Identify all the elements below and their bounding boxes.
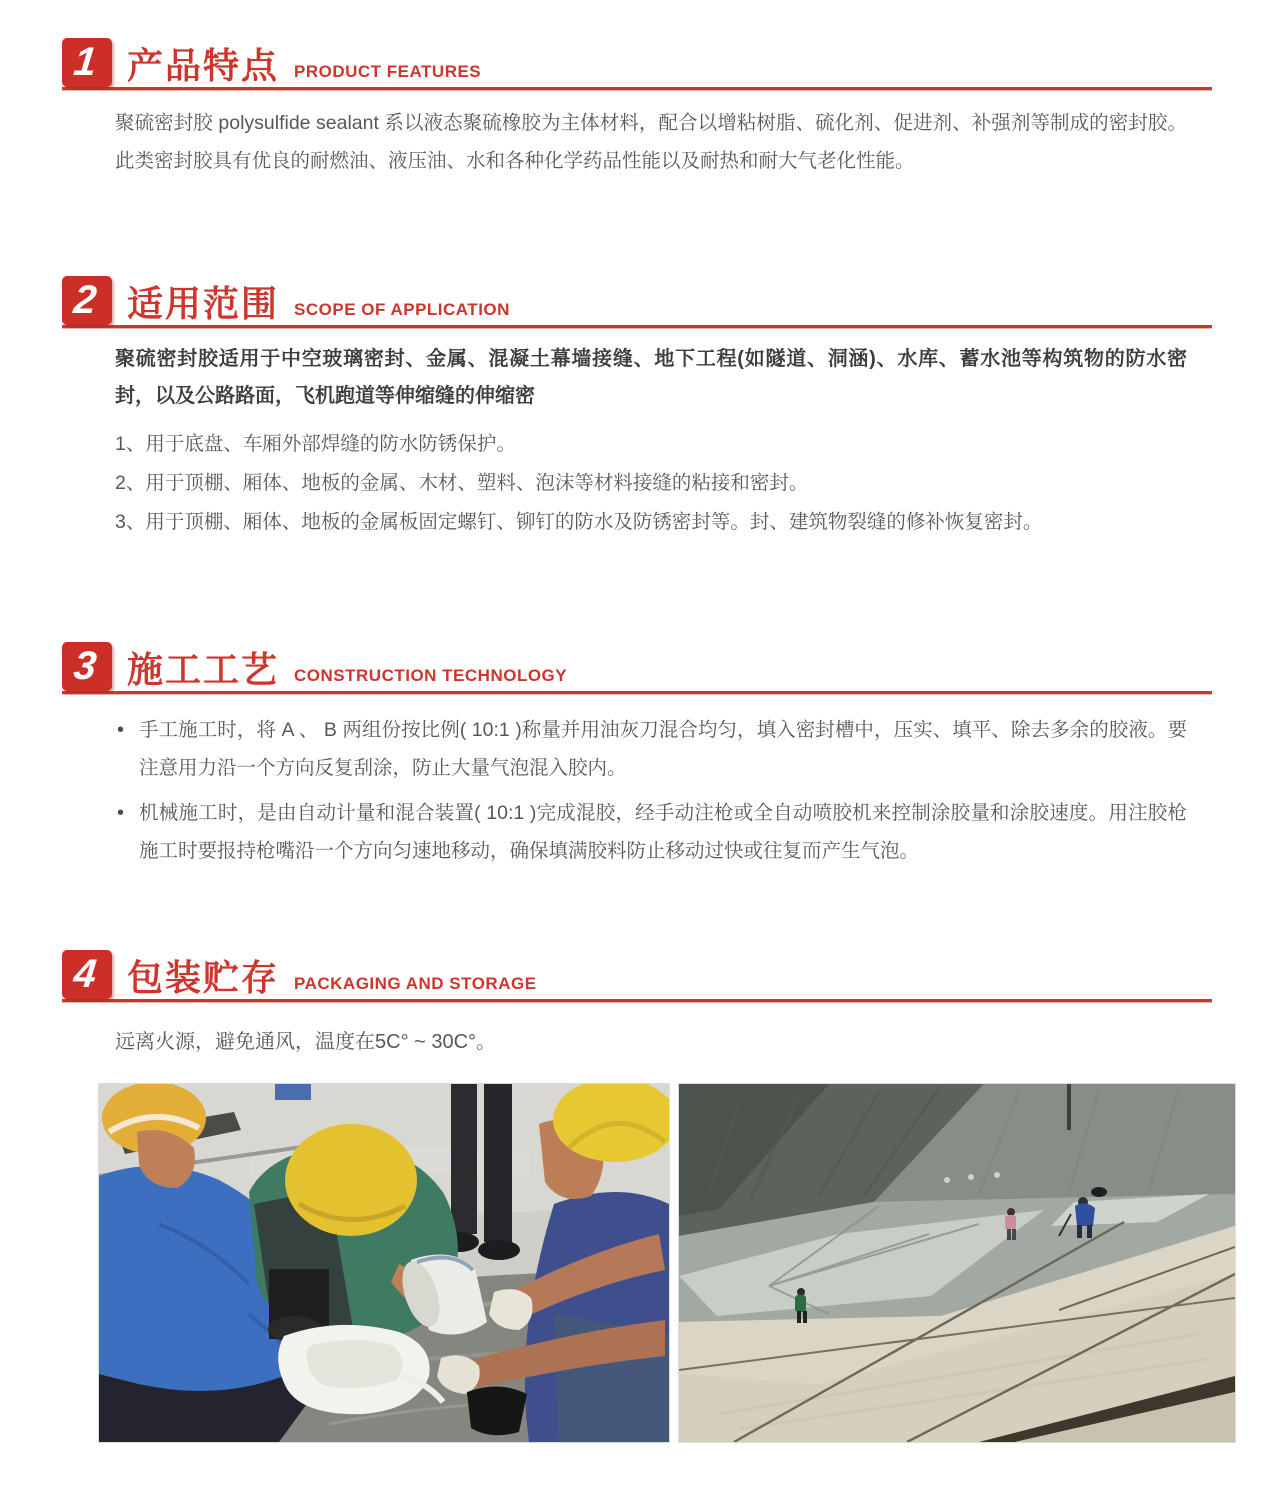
section-2-header <box>62 276 1212 328</box>
section-1-number-badge <box>62 38 112 87</box>
section-3-title-en: CONSTRUCTION TECHNOLOGY <box>294 666 568 685</box>
photo-row <box>98 1083 1236 1443</box>
scope-lead-paragraph: 聚硫密封胶适用于中空玻璃密封、金属、混凝土幕墙接缝、地下工程(如隧道、洞涵)、水库、蓄水池等构筑物的防水密封，以及公路路面，飞机跑道等伸缩缝的伸缩密 <box>115 348 1187 407</box>
section-1-header <box>62 38 1212 90</box>
list-item: 1、用于底盘、车厢外部焊缝的防水防锈保护。 <box>115 433 516 455</box>
construction-bullet-list <box>115 711 1187 870</box>
list-item: 2、用于顶棚、厢体、地板的金属、木材、塑料、泡沫等材料接缝的粘接和密封。 <box>115 472 809 494</box>
section-1-title-en: PRODUCT FEATURES <box>294 62 482 81</box>
product-features-paragraph: 聚硫密封胶 polysulfide sealant 系以液态聚硫橡胶为主体材料，配合以增粘树脂、硫化剂、促进剂、补强剂等制成的密封胶。此类密封胶具有优良的耐燃油、液压油、水和各种化学药品性能以及耐热和耐大气老化性能。 <box>115 112 1187 172</box>
storage-note: 远离火源，避免通风，温度在5C° ~ 30C°。 <box>115 1031 497 1053</box>
scope-numbered-list <box>115 431 1212 536</box>
section-number: 2 <box>72 278 99 322</box>
section-4-title-zh: 包装贮存 <box>127 957 280 998</box>
section-4-header <box>62 950 1212 1002</box>
section-construction-technology <box>62 642 1212 877</box>
list-item: 3、用于顶棚、厢体、地板的金属板固定螺钉、铆钉的防水及防锈密封等。封、建筑物裂缝的修补恢复密封。 <box>115 511 1043 533</box>
sealant-workers-illustration <box>99 1084 669 1442</box>
section-product-features <box>62 38 1212 180</box>
bullet-item: • 机械施工时，是由自动计量和混合装置( 10:1 )完成混胶，经手动注枪或全自动喷胶机来控制涂胶量和涂胶速度。用注胶枪施工时要报持枪嘴沿一个方向匀速地移动，确保填满胶料防止移动过快或往复而产生气泡。 <box>115 794 1187 870</box>
section-number: 3 <box>72 644 99 688</box>
section-2-number-badge <box>62 276 112 325</box>
section-4-title-en: PACKAGING AND STORAGE <box>294 974 537 993</box>
section-3-title-zh: 施工工艺 <box>127 649 280 690</box>
embankment-slope-illustration <box>679 1084 1235 1442</box>
section-2-title-en: SCOPE OF APPLICATION <box>294 300 510 319</box>
section-number: 4 <box>72 952 99 996</box>
section-number: 1 <box>72 40 99 84</box>
section-packaging-and-storage <box>62 950 1212 1056</box>
section-3-number-badge <box>62 642 112 691</box>
reservoir-embankment-slope-photo <box>678 1083 1236 1443</box>
section-1-title-zh: 产品特点 <box>127 45 280 86</box>
section-scope-of-application <box>62 276 1212 548</box>
section-4-number-badge <box>62 950 112 999</box>
section-3-header <box>62 642 1212 694</box>
section-2-title-zh: 适用范围 <box>127 283 280 324</box>
workers-applying-white-sealant-photo <box>98 1083 670 1443</box>
bullet-item: • 手工施工时，将 A 、 B 两组份按比例( 10:1 )称量并用油灰刀混合均匀，填入密封槽中，压实、填平、除去多余的胶液。要注意用力沿一个方向反复刮涂，防止大量气泡混入胶内。 <box>115 711 1187 787</box>
